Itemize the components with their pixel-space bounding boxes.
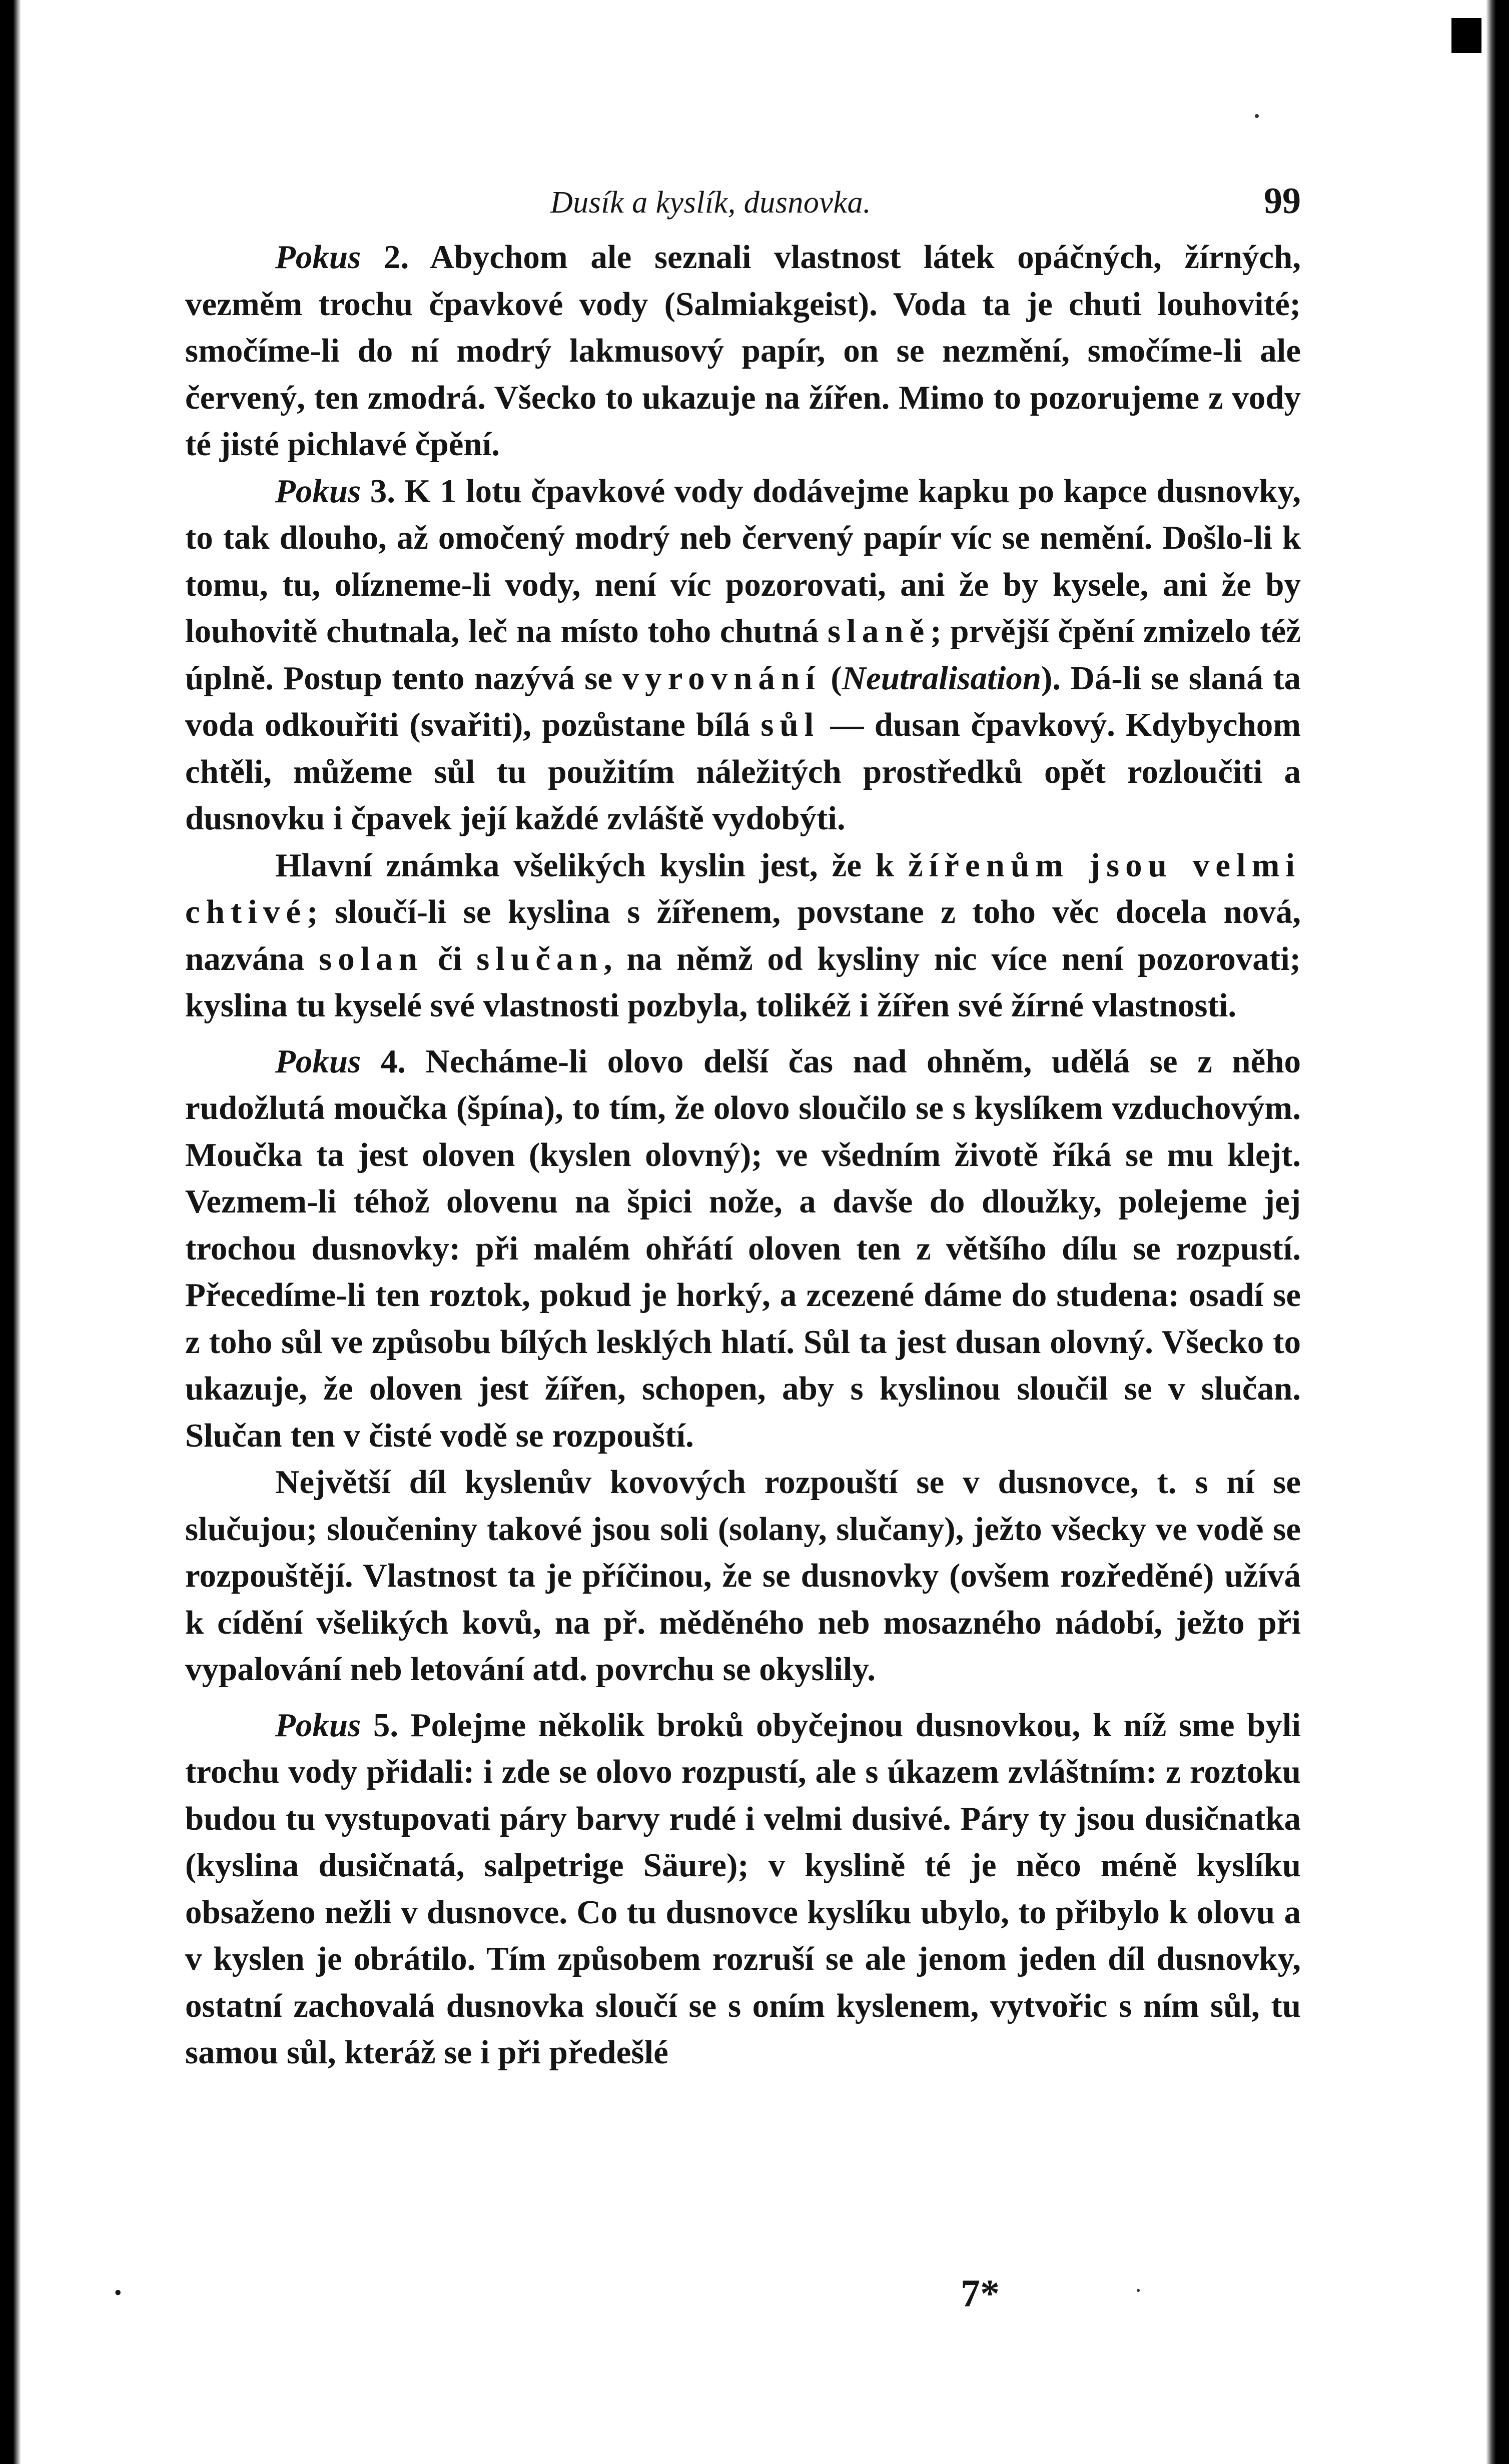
experiment-label: Pokus (275, 1706, 361, 1744)
paragraph-text: Necháme-li olovo delší čas nad ohněm, udělá se z něho rudožlutá moučka (špína), to tím, že olovo sloučilo se s kyslíkem vzduchovým. Moučka ta jest oloven (kyslen olovný); ve všedním životě říká se mu klejt. Vezmem-li téhož olovenu na špici nože, a davše do dloužky, polejeme jej trochou dusnovky: při malém ohřátí oloven ten z většího dílu se rozpustí. Přecedíme-li ten roztok, pokud je horký, a zcezené dáme do studena: osadí se z toho sůl ve způsobu bílých lesklých hlatí. Sůl ta jest dusan olovný. Všecko to ukazuje, že oloven jest žířen, schopen, aby s kyslinou sloučil se v slučan. Slučan ten v čisté vodě se rozpouští. (185, 1042, 1301, 1454)
paragraph-text: — dusan čpavkový. Kdybychom chtěli, můžeme sůl tu použitím náležitých prostředků opět rozloučiti a dusnovku i čpavek její každé zvláště vydobýti. (185, 706, 1301, 837)
running-head: Dusík a kyslík, dusnovka. (550, 186, 871, 220)
paragraph-pokus-2 (185, 234, 1301, 468)
signature-mark: 7* (961, 2271, 1000, 2315)
emphasis-spaced: žířenům jsou velmi chtivé (185, 846, 1301, 930)
experiment-label: Pokus (275, 239, 361, 276)
paragraph-text: Největší díl kyslenův kovových rozpouští se v dusnovce, t. s ní se slučujou; sloučeniny takové jsou soli (solany, slučany), ježto všecky ve vodě se rozpouštějí. Vlastnost ta je příčinou, že se dusnovky (ovšem rozředěné) užívá k cídění všelikých kovů, na př. měděného neb mosazného nádobí, ježto při vypalování neb letování atd. povrchu se okyslily. (185, 1464, 1301, 1688)
paragraph-text: ; prvější čpění zmizelo též úplně. Postup tento nazývá se (185, 613, 1301, 697)
scan-border-right (1486, 0, 1509, 2464)
paragraph-text: Hlavní známka všelikých kyslin jest, že k (275, 846, 895, 884)
page-header (185, 180, 1301, 225)
paragraph-pokus-3 (185, 468, 1301, 842)
emphasis-spaced: slučan (476, 940, 604, 977)
paragraph-kyslenu (185, 1459, 1301, 1693)
paragraph-text: ; sloučí-li se kyslina s žířenem, povstane z toho věc docela nová, nazvána (185, 893, 1301, 977)
experiment-number: 3. (370, 472, 395, 510)
page-number: 99 (1264, 181, 1301, 222)
paragraph-text: ). Dá-li se slaná ta voda odkouřiti (svařiti), pozůstane bílá (185, 659, 1301, 743)
experiment-label: Pokus (275, 472, 361, 510)
experiment-number: 2. (383, 239, 409, 276)
emphasis-italic: Neutralisation (842, 659, 1041, 697)
experiment-number: 4. (380, 1042, 406, 1080)
scan-speck (1255, 114, 1259, 118)
paragraph-text: Abychom ale seznali vlastnost látek opáčných, žírných, vezměm trochu čpavkové vody (Salmiakgeist). Voda ta je chuti louhovité; smočíme-li do ní modrý lakmusový papír, on se nezmění, smočíme-li ale červený, ten zmodrá. Všecko to ukazuje na žířen. Mimo to pozorujeme z vody té jisté pichlavé čpění. (185, 239, 1301, 463)
paragraph-kysliny (185, 842, 1301, 1029)
scan-corner-mark (1451, 18, 1481, 53)
paragraph-text: , na němž od kysliny nic více není pozorovati; kyslina tu kyselé své vlastnosti pozbyla, tolikéž i žířen své žírné vlastnosti. (185, 940, 1301, 1024)
emphasis-spaced: sůl (761, 706, 820, 743)
paragraph-text: či (438, 940, 462, 977)
paragraph-pokus-4 (185, 1038, 1301, 1460)
margin-mark: • (114, 2280, 122, 2305)
experiment-label: Pokus (275, 1042, 361, 1080)
emphasis-spaced: slaně (828, 613, 931, 650)
paragraph-text: ( (831, 659, 842, 697)
paragraph-pokus-5 (185, 1702, 1301, 2076)
emphasis-spaced: vyrovnání (622, 659, 821, 697)
experiment-number: 5. (373, 1706, 399, 1744)
body-text (185, 234, 1301, 2076)
paragraph-text: K 1 lotu čpavkové vody dodávejme kapku po kapce dusnovky, to tak dlouho, až omočený modrý neb červený papír víc se nemění. Došlo-li k tomu, tu, olízneme-li vody, není víc pozorovati, ani že by kysele, ani že by louhovitě chutnala, leč na místo toho chutná (185, 472, 1301, 650)
emphasis-spaced: solan (319, 940, 424, 977)
paragraph-text: Polejme několik broků obyčejnou dusnovkou, k níž sme byli trochu vody přidali: i zde se olovo rozpustí, ale s úkazem zvláštním: z roztoku budou tu vystupovati páry barvy rudé i velmi dusivé. Páry ty jsou dusičnatka (kyslina dusičnatá, salpetrige Säure); v kyslině té je něco méně kyslíku obsaženo nežli v dusnovce. Co tu dusnovce kyslíku ubylo, to přibylo k olovu a v kyslen je obrátilo. Tím způsobem rozruší se ale jenom jeden díl dusnovky, ostatní zachovalá dusnovka sloučí se s oním kyslenem, vytvořic s ním sůl, tu samou sůl, kteráž se i při předešlé (185, 1706, 1301, 2071)
scan-border-left (0, 0, 21, 2464)
scan-speck (1137, 2289, 1140, 2292)
